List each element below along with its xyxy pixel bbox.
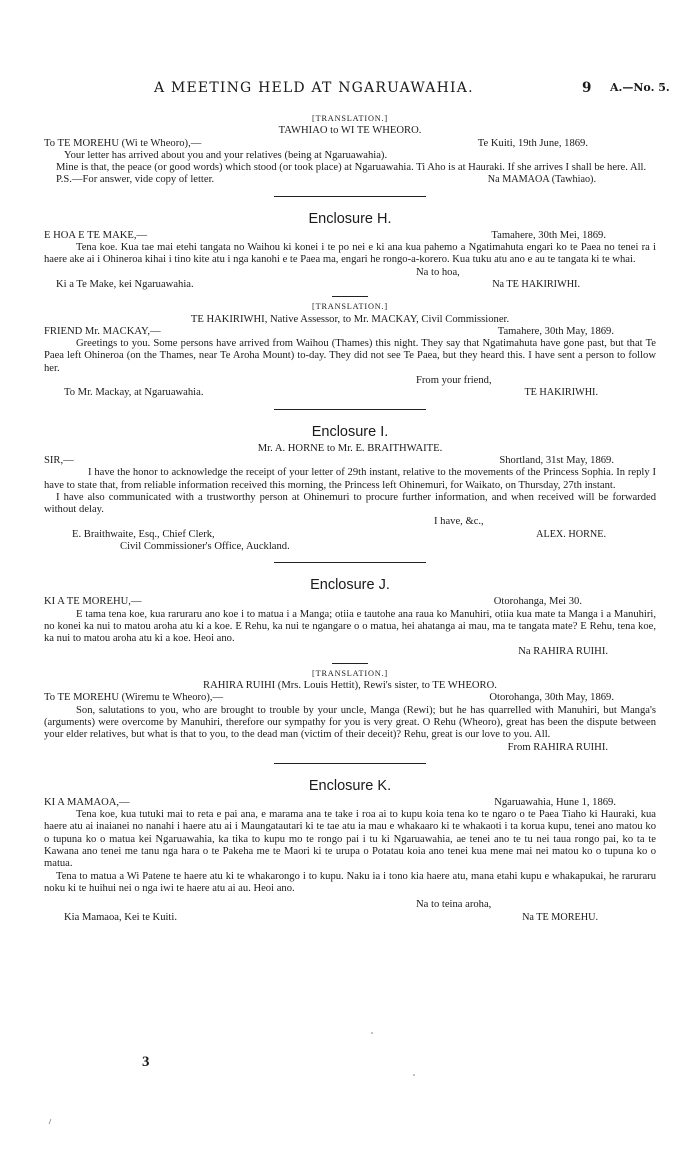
salutation: SIR,—: [44, 454, 74, 466]
signature: TE HAKIRIWHI.: [524, 387, 598, 399]
closing: Na to teina aroha,: [416, 899, 492, 911]
speck: [371, 1032, 373, 1034]
place-date: Tamahere, 30th Mei, 1869.: [491, 229, 606, 241]
place-date: Te Kuiti, 19th June, 1869.: [477, 137, 588, 149]
signature: Na TE MOREHU.: [522, 911, 598, 923]
paragraph: E tama tena koe, kua raruraru ano koe i to matua i a Manga; otiia e tautohe ana raua ko Manuhiri, otiia kua mate ta Manga i a Manuhiri, no konei ka nui to matou aroha atu ki a koe. E Rehu, ka nui te ngangare o o matua, hei ahatanga ai mau, ma te tangata mate? E Rehu, tena koe, ka nui to matou aroha atu ki a koe. Heoi ano.: [44, 608, 656, 645]
paragraph: Tena koe, kua tutuki mai to reta e pai ana, e marama ana te take i roa ai to kupu koia tena ko te ngaro o te Paea Tiaho ki Hauraki, kua haere atu ai inaianei no nanahi i haere atu ai i Maungatautari ki te tae atu ia mau e whakaaro ki te whakaoti i ta korua kupu, tenei ano matou ko o tupuna ko o matua kei Ngaruawahia, ka tika to kupu mo te rongo pai i tu ki Ngaruawahia, ae tenei ano te tu nei taua rongo pai, ko ta te Kawana ano tenei me tanu nga hara o te Pakeha me te Maori ki te urupa o Potatau koia ano tenei kua mene mai nei matou ko o tupuna ko o matua.: [44, 809, 656, 870]
salutation: To TE MOREHU (Wi te Wheoro),—: [44, 137, 202, 149]
letter-heading: RAHIRA RUIHI (Mrs. Louis Hettit), Rewi's sister, to TE WHEORO.: [203, 680, 497, 692]
letter-heading: Mr. A. HORNE to Mr. E. BRAITHWAITE.: [257, 442, 443, 454]
address: E. Braithwaite, Esq., Chief Clerk,: [72, 528, 215, 540]
address: Kia Mamaoa, Kei te Kuiti.: [64, 911, 177, 923]
paragraph: Tena koe. Kua tae mai etehi tangata no Waihou ki konei i te po nei e ki ana kua pahemo a Ngatimahuta engari ko te Paea no tenei ra i haere ake ai i Ohineroa kihai i tino kite atu i nga kanohi e te Paea ma, engari he rongo-a-korero. Kua tuku atu ano e au te tangata ki te whai.: [44, 242, 656, 266]
place-date: Otorohanga, 30th May, 1869.: [489, 692, 614, 704]
speck: [49, 1119, 51, 1124]
closing: Na to hoa,: [416, 266, 460, 278]
speck: [413, 1074, 415, 1076]
page-title: A MEETING HELD AT NGARUAWAHIA.: [154, 80, 474, 96]
address: Ki a Te Make, kei Ngaruawahia.: [56, 278, 194, 290]
signature: Na MAMAOA (Tawhiao).: [487, 174, 596, 186]
place-date: Tamahere, 30th May, 1869.: [497, 325, 614, 337]
translation-tag: [TRANSLATION.]: [312, 114, 388, 123]
enclosure-title: Enclosure H.: [308, 210, 392, 227]
signature-mark: 3: [142, 1054, 150, 1070]
signature: From RAHIRA RUIHI.: [507, 741, 608, 753]
address: To Mr. Mackay, at Ngaruawahia.: [64, 387, 204, 399]
closing: From your friend,: [416, 375, 492, 387]
postscript: P.S.—For answer, vide copy of letter.: [56, 174, 215, 186]
page-number: 9: [582, 80, 592, 96]
document-page: [44, 0, 670, 1150]
enclosure-title: Enclosure I.: [311, 423, 389, 440]
place-date: Shortland, 31st May, 1869.: [499, 454, 614, 466]
address: Civil Commissioner's Office, Auckland.: [120, 541, 290, 553]
salutation: FRIEND Mr. MACKAY,—: [44, 325, 161, 337]
paragraph: Son, salutations to you, who are brought to trouble by your uncle, Manga (Rewi); but he has quarrelled with Manuhiri, but Manga's (arguments) were overcome by Manuhiri, therefore our sympathy for you is very great. O Rehu (Wheoro), great has been the dispute between your elder relatives, but what is that to you, to the dead man (victim of their deceit)? Rehu, great is our love to you. All.: [44, 704, 656, 741]
salutation: E HOA E TE MAKE,—: [44, 229, 148, 241]
paragraph: I have also communicated with a trustworthy person at Ohinemuri to procure further information, and when received will be forwarded without delay.: [44, 491, 656, 516]
letter-heading: TAWHIAO to WI TE WHEORO.: [278, 125, 422, 137]
signature: Na TE HAKIRIWHI.: [492, 278, 580, 290]
salutation: KI A MAMAOA,—: [44, 796, 130, 808]
translation-tag: [TRANSLATION.]: [312, 668, 388, 678]
signature: ALEX. HORNE.: [536, 528, 606, 540]
signature: Na RAHIRA RUIHI.: [518, 645, 608, 657]
paper-reference: A.—No. 5.: [610, 81, 670, 94]
paragraph: Greetings to you. Some persons have arrived from Waihou (Thames) this night. They say that Ngatimahuta have gone past, but that Te Paea left Ohineroa (on the Thames, near Te Aroha Mount) to-day. They did not see Te Paea, but they heard this. I have sent a person to follow her.: [44, 338, 656, 374]
paragraph: Mine is that, the peace (or good words) which stood (or took place) at Ngaruawahia. Ti Aho is at Hauraki. If she arrives I shall be here. All.: [56, 162, 647, 174]
paragraph: Your letter has arrived about you and your relatives (being at Ngaruawahia).: [64, 149, 388, 161]
closing: I have, &c.,: [434, 516, 484, 528]
translation-tag: [TRANSLATION.]: [312, 302, 388, 312]
paragraph: Tena to matua a Wi Patene te haere atu ki te whakarongo i to kupu. Naku ia i tono kia haere atu, mana etahi kupu e whakapukai, he raruraru noku ki te huihui nei o nga iwi te haere atu ai au. Heoi ano.: [44, 870, 656, 894]
place-date: Otorohanga, Mei 30.: [493, 596, 582, 608]
paragraph: I have the honor to acknowledge the receipt of your letter of 29th instant, relative to the movements of the Princess Sophia. In reply I have to state that, from reliable information received this morning, the Princess left Ohinemuri, for Waikato, on Thursday, 27th instant.: [44, 467, 656, 491]
place-date: Ngaruawahia, Hune 1, 1869.: [494, 796, 616, 808]
paper-specks: [44, 0, 656, 1150]
enclosure-title: Enclosure J.: [310, 577, 390, 594]
letter-heading: TE HAKIRIWHI, Native Assessor, to Mr. MACKAY, Civil Commissioner.: [190, 313, 510, 325]
salutation: KI A TE MOREHU,—: [44, 596, 142, 608]
enclosure-title: Enclosure K.: [308, 777, 392, 794]
salutation: To TE MOREHU (Wiremu te Wheoro),—: [44, 692, 224, 704]
